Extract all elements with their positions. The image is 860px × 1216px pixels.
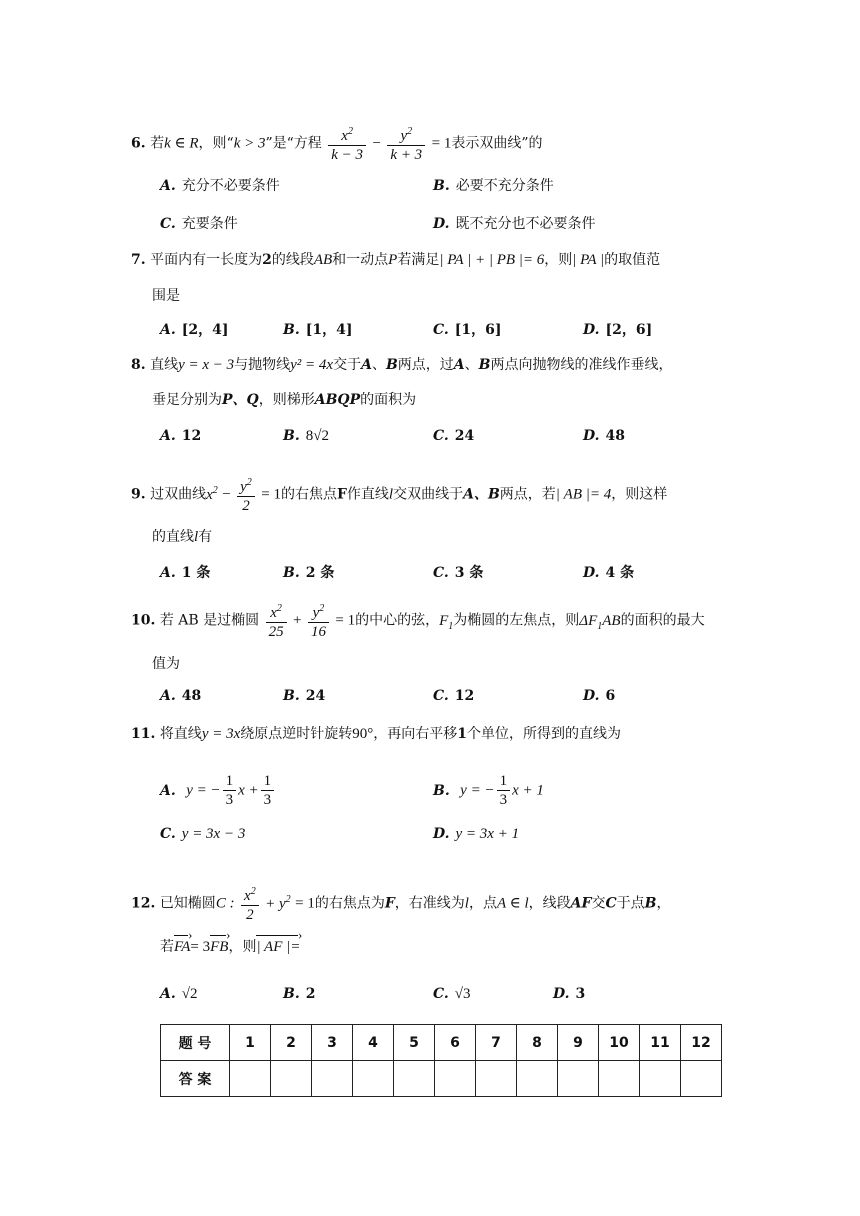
option-10d[interactable]: D. 6 <box>583 688 616 704</box>
answer-table <box>160 1024 722 1097</box>
option-8b[interactable]: B. 8√2 <box>283 428 329 444</box>
option-10b[interactable]: B. 24 <box>283 688 326 704</box>
option-12b[interactable]: B. 2 <box>283 986 316 1002</box>
answer-cell[interactable] <box>435 1061 476 1097</box>
option-11c[interactable]: C. y = 3x − 3 <box>160 826 246 842</box>
question-6: 6. 若k ∈ R，则“k > 3”是“方程 $\frac{x^2}{k - 3}$ − $\frac{y^2}{k + 3}$ = 1表示双曲线”的 <box>131 123 543 164</box>
question-11: 11. 将直线y = 3x绕原点逆时针旋转90°，再向右平移1个单位，所得到的直线为 <box>131 726 621 742</box>
question-number-cell: 2 <box>271 1025 312 1061</box>
question-10-line2: 值为 <box>152 656 180 672</box>
answer-cell[interactable] <box>599 1061 640 1097</box>
question-number-cell: 3 <box>312 1025 353 1061</box>
question-number-label: 题 号 <box>161 1025 230 1061</box>
question-7-line2: 围是 <box>152 288 180 304</box>
option-7d[interactable]: D. [2，6] <box>583 322 653 338</box>
question-9-line2: 的直线l有 <box>152 529 213 545</box>
answer-table-answer-row <box>161 1061 722 1097</box>
option-7b[interactable]: B. [1，4] <box>283 322 353 338</box>
option-7a[interactable]: A. [2，4] <box>160 322 229 338</box>
answer-cell[interactable] <box>681 1061 722 1097</box>
question-number-cell: 11 <box>640 1025 681 1061</box>
option-6a[interactable]: A. 充分不必要条件 <box>160 178 280 194</box>
option-12d[interactable]: D. 3 <box>553 986 586 1002</box>
option-9b[interactable]: B. 2 条 <box>283 565 335 581</box>
answer-cell[interactable] <box>558 1061 599 1097</box>
option-6b[interactable]: B. 必要不充分条件 <box>433 178 554 194</box>
answer-table-header-row <box>161 1025 722 1061</box>
answer-cell[interactable] <box>312 1061 353 1097</box>
option-10a[interactable]: A. 48 <box>160 688 202 704</box>
option-12a[interactable]: A. √2 <box>160 986 198 1002</box>
option-9d[interactable]: D. 4 条 <box>583 565 635 581</box>
answer-cell[interactable] <box>517 1061 558 1097</box>
option-10c[interactable]: C. 12 <box>433 688 475 704</box>
question-number-cell: 4 <box>353 1025 394 1061</box>
question-8-line2: 垂足分别为P、Q，则梯形ABQP的面积为 <box>152 392 417 408</box>
option-9c[interactable]: C. 3 条 <box>433 565 484 581</box>
option-12c[interactable]: C. √3 <box>433 986 471 1002</box>
question-12-line2: 若FA ›= 3FB ›，则| AF |= › <box>160 937 300 957</box>
question-number-cell: 6 <box>435 1025 476 1061</box>
question-number-cell: 5 <box>394 1025 435 1061</box>
question-number-cell: 10 <box>599 1025 640 1061</box>
answer-label: 答 案 <box>161 1061 230 1097</box>
option-8a[interactable]: A. 12 <box>160 428 202 444</box>
option-6d[interactable]: D. 既不充分也不必要条件 <box>433 216 596 232</box>
question-9: 9. 过双曲线$x^2$ − $\frac{y^2}{2}$ = 1的右焦点F作直线l交双曲线于A、B两点，若| AB |= 4，则这样 <box>131 474 667 515</box>
question-12: 12. 已知椭圆C : $\frac{x^2}{2}$ + $y^2 = 1$的右焦点为F，右准线为l，点A ∈ l，线段AF交C于点B， <box>131 883 670 924</box>
option-6c[interactable]: C. 充要条件 <box>160 216 238 232</box>
option-9a[interactable]: A. 1 条 <box>160 565 211 581</box>
answer-cell[interactable] <box>640 1061 681 1097</box>
option-8d[interactable]: D. 48 <box>583 428 625 444</box>
option-8c[interactable]: C. 24 <box>433 428 475 444</box>
answer-cell[interactable] <box>476 1061 517 1097</box>
question-7: 7. 平面内有一长度为2的线段AB和一动点P若满足| PA | + | PB |= 6，则| PA |的取值范 <box>131 252 661 268</box>
answer-cell[interactable] <box>230 1061 271 1097</box>
option-11b[interactable]: B. y = − $\frac{1}{3}$ x + 1 <box>433 773 544 808</box>
answer-cell[interactable] <box>394 1061 435 1097</box>
answer-cell[interactable] <box>353 1061 394 1097</box>
option-11d[interactable]: D. y = 3x + 1 <box>433 826 520 842</box>
answer-cell[interactable] <box>271 1061 312 1097</box>
question-number-cell: 8 <box>517 1025 558 1061</box>
option-11a[interactable]: A. y = − $\frac{1}{3}$ x + $\frac{1}{3}$ <box>160 772 276 809</box>
question-number-cell: 7 <box>476 1025 517 1061</box>
question-number-cell: 12 <box>681 1025 722 1061</box>
question-number-cell: 1 <box>230 1025 271 1061</box>
question-number-cell: 9 <box>558 1025 599 1061</box>
option-7c[interactable]: C. [1，6] <box>433 322 502 338</box>
question-8: 8. 直线y = x − 3与抛物线y² = 4x交于A、B两点，过A、B两点向抛物线的准线作垂线， <box>131 357 673 373</box>
question-10: 10. 若 AB 是过椭圆 $\frac{x^2}{25}$ + $\frac{y^2}{16}$ = 1的中心的弦，$F_1$为椭圆的左焦点，则$\Delta F_1AB$的面积的最大 <box>131 600 705 641</box>
